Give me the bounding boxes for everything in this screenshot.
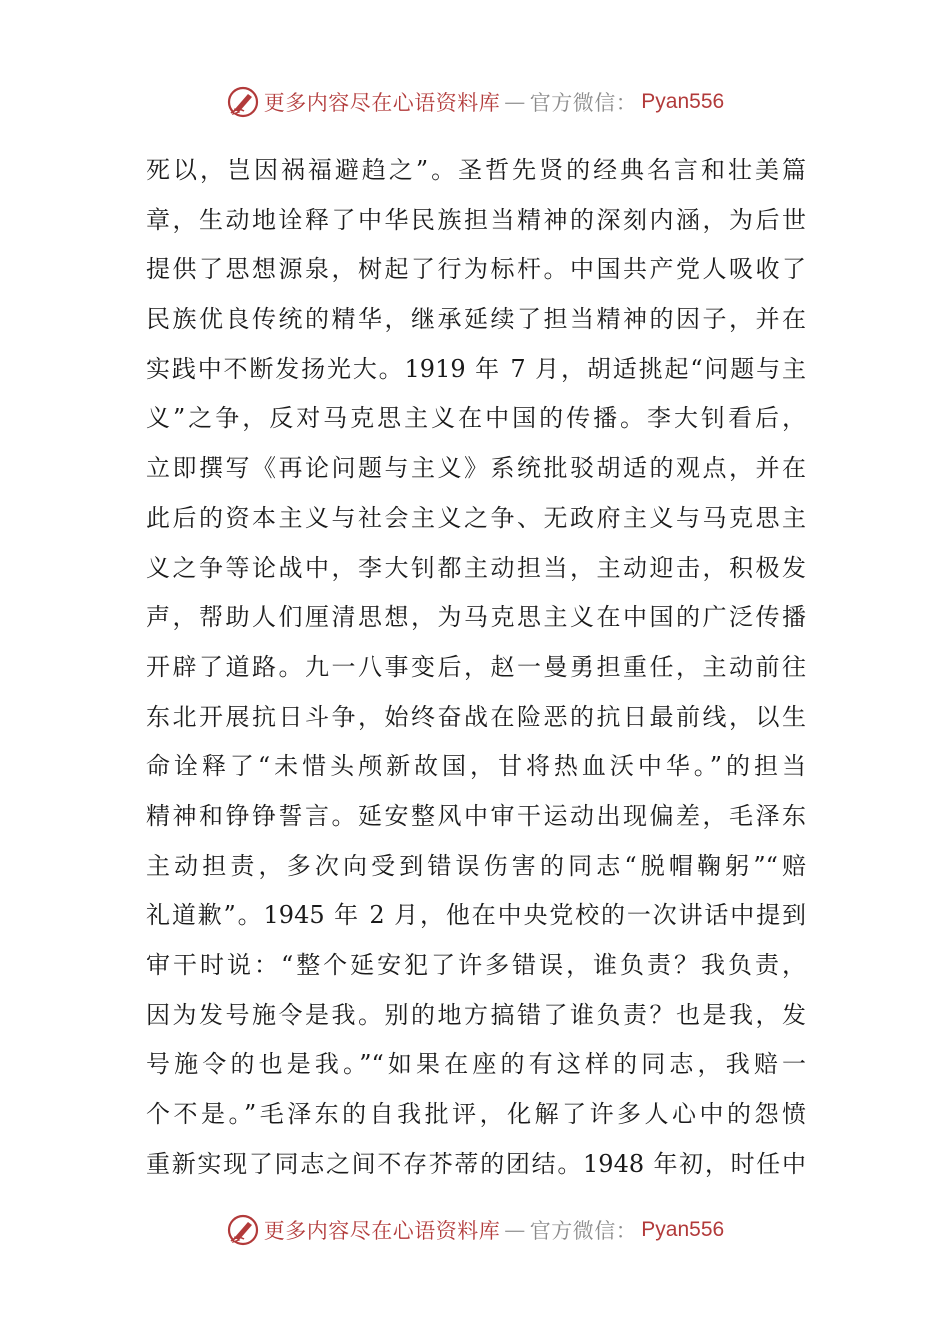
banner-wechat-id: Pyan556: [641, 90, 725, 113]
pen-logo-icon: [226, 1213, 260, 1247]
body-line: 提供了思想源泉，树起了行为标杆。中国共产党人吸收了: [146, 255, 806, 284]
pen-logo-icon: [226, 85, 260, 119]
banner-slogan: 更多内容尽在心语资料库: [263, 1219, 501, 1243]
banner-wechat-id: Pyan556: [641, 1218, 725, 1241]
body-line: 审干时说：“整个延安犯了许多错误，谁负责？我负责，: [146, 951, 806, 979]
body-line: 义之争等论战中，李大钊都主动担当，主动迎击，积极发: [146, 553, 806, 582]
footer-banner-content: [226, 1213, 724, 1247]
banner-official-label: 官方微信：: [529, 91, 638, 115]
body-line: 章，生动地诠释了中华民族担当精神的深刻内涵，为后世: [146, 205, 806, 234]
header-banner-content: [226, 85, 724, 119]
body-line: 东北开展抗日斗争，始终奋战在险恶的抗日最前线，以生: [146, 702, 806, 731]
document-body: [146, 146, 806, 1189]
body-line: 重新实现了同志之间不存芥蒂的团结。1948 年初，时任中: [146, 1149, 806, 1178]
body-line: 开辟了道路。九一八事变后，赵一曼勇担重任，主动前往: [146, 652, 806, 681]
body-line: 号施令的也是我。”“如果在座的有这样的同志，我赔一: [146, 1050, 806, 1079]
footer-banner: [0, 1210, 950, 1250]
body-line: 主动担责，多次向受到错误伤害的同志“脱帽鞠躬”“赔: [146, 851, 806, 880]
body-line: 立即撰写《再论问题与主义》系统批驳胡适的观点，并在: [146, 454, 806, 483]
header-banner: [0, 82, 950, 122]
banner-slogan: 更多内容尽在心语资料库: [263, 91, 501, 115]
body-line: 因为发号施令是我。别的地方搞错了谁负责？也是我，发: [146, 1000, 806, 1029]
body-line: 死以，岂因祸福避趋之”。圣哲先贤的经典名言和壮美篇: [146, 156, 806, 184]
body-line: 礼道歉”。1945 年 2 月，他在中央党校的一次讲话中提到: [146, 901, 806, 930]
body-line: 实践中不断发扬光大。1919 年 7 月，胡适挑起“问题与主: [146, 354, 806, 383]
body-line: 个不是。”毛泽东的自我批评，化解了许多人心中的怨愤: [146, 1100, 806, 1129]
body-line: 义”之争，反对马克思主义在中国的传播。李大钊看后，: [146, 404, 806, 433]
body-line: 此后的资本主义与社会主义之争、无政府主义与马克思主: [146, 503, 806, 532]
banner-official-label: 官方微信：: [529, 1219, 638, 1243]
banner-dash: —: [504, 90, 526, 114]
body-line: 民族优良传统的精华，继承延续了担当精神的因子，并在: [146, 305, 806, 334]
body-line: 命诠释了“未惜头颅新故国，甘将热血沃中华。”的担当: [146, 752, 806, 781]
banner-dash: —: [504, 1218, 526, 1242]
body-line: 精神和铮铮誓言。延安整风中审干运动出现偏差，毛泽东: [146, 801, 806, 830]
body-line: 声，帮助人们厘清思想，为马克思主义在中国的广泛传播: [146, 603, 806, 632]
